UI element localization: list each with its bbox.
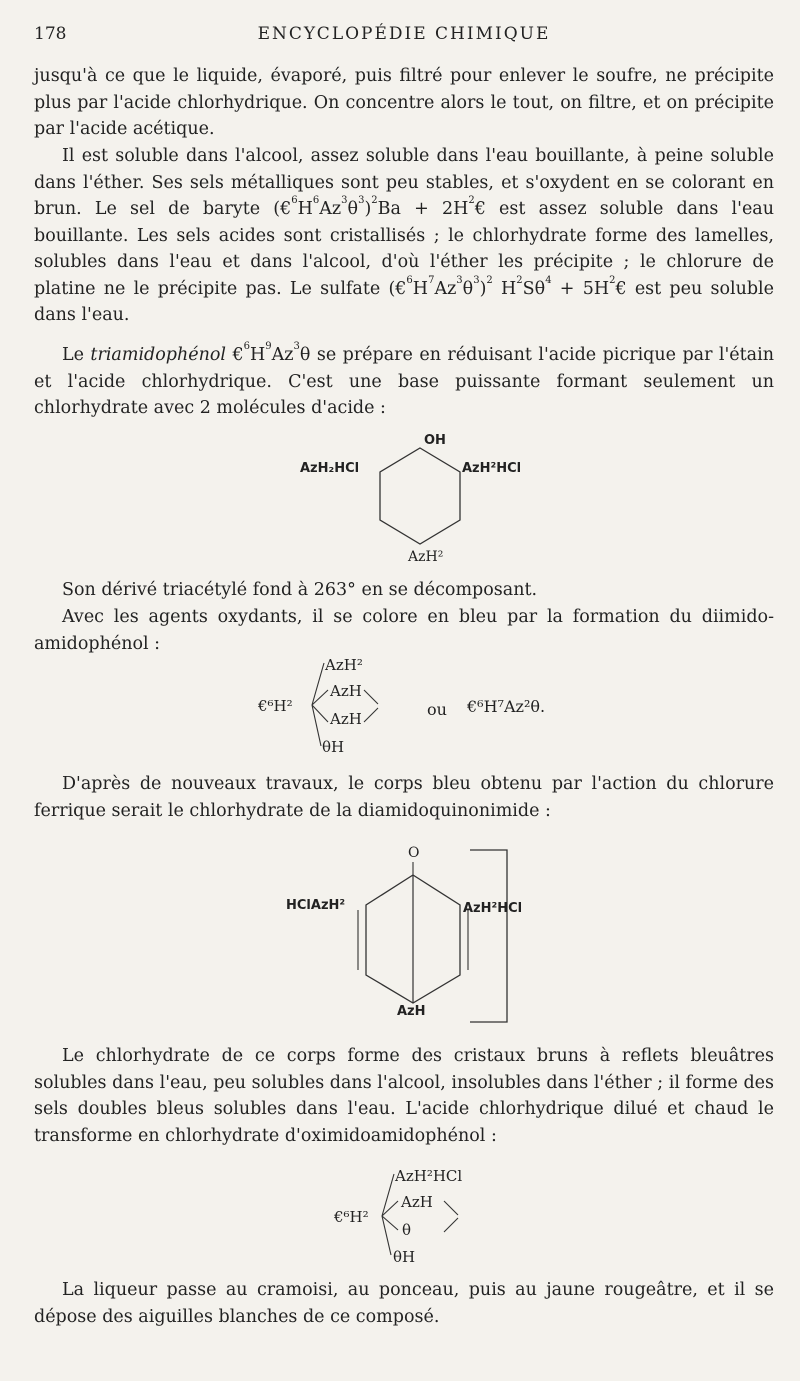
formula4-base: €⁶H² — [334, 1208, 369, 1226]
formula2-ou: ou — [427, 700, 447, 719]
paragraph-5: Avec les agents oxydants, il se colore en bleu par la formation du diimido-amidophénol : — [34, 607, 774, 654]
ring3-top-label: O — [408, 845, 420, 861]
formula2-group-3: AzH — [330, 710, 362, 728]
page-number: 178 — [34, 24, 67, 44]
paragraph-4: Son dérivé triacétylé fond à 263° en se décomposant. — [62, 580, 538, 600]
paragraph-1: jusqu'à ce que le liquide, évaporé, puis filtré pour enlever le soufre, ne précipite plus par l'acide chlorhydrique. On concentre alors le tout, on filtre, et on précipite par l'acide acétique. — [34, 66, 774, 139]
paragraph-8: La liqueur passe au cramoisi, au ponceau, puis au jaune rougeâtre, et il se dépose des aiguilles blanches de ce composé. — [34, 1280, 774, 1327]
formula2-group-4: θH — [322, 738, 345, 756]
paragraph-7: Le chlorhydrate de ce corps forme des cristaux bruns à reflets bleuâtres solubles dans l'eau, peu solubles dans l'alcool, insolubles dans l'éther ; il forme des sels doubles bleus solubles dans l'eau. L'acide chlorhydrique dilué et chaud le transforme en chlorhydrate d'oximidoamidophénol : — [34, 1046, 774, 1146]
paragraph-3: Le triamidophénol $€^6H^9Az^3\theta$ se prépare en réduisant l'acide picrique par l'étain et l'acide chlorhydrique. C'est une base puissante formant seulement un chlorhydrate avec 2 molécules d'acide : — [34, 341, 774, 418]
ring3-left-label: HClAzH² — [286, 898, 346, 913]
formula2-alternative: €⁶H⁷Az²θ. — [467, 697, 546, 716]
ring1-left-label: AzH₂HCl — [300, 461, 360, 476]
ring3-right-label: AzH²HCl — [463, 901, 523, 916]
paragraph-2: Il est soluble dans l'alcool, assez soluble dans l'eau bouillante, à peine soluble dans l'éther. Ses sels métalliques sont peu stables, et s'oxydent en se colorant en brun. Le sel de baryte $(€^6H^6Az^3\theta^3)^2Ba$ + $2H^2€$ est assez soluble dans l'eau bouillante. Les sels acides sont cristallisés ; le chlorhydrate forme des lamelles, solubles dans l'eau et dans l'alcool, d'où l'éther les précipite ; le chlorure de platine ne le précipite pas. Le sulfate $(€^6H^7Az^3\theta^3)^2$ $H^2S\theta^4$ + $5H^2€$ est peu soluble dans l'eau. — [34, 146, 775, 325]
paragraph-6: D'après de nouveaux travaux, le corps bleu obtenu par l'action du chlorure ferrique serait le chlorhydrate de la diamidoquinonimide : — [34, 774, 774, 821]
formula4-group-3: θ — [402, 1221, 412, 1239]
formula4-group-1: AzH²HCl — [395, 1167, 463, 1185]
formula2-base: €⁶H² — [258, 697, 293, 715]
ring1-top-label: OH — [424, 433, 446, 448]
ring1-bottom-label: AzH² — [408, 549, 444, 565]
running-title: ENCYCLOPÉDIE CHIMIQUE — [257, 24, 551, 44]
ring1-right-label: AzH²HCl — [462, 461, 522, 476]
formula2-group-2: AzH — [330, 682, 362, 700]
formula2-group-1: AzH² — [325, 656, 363, 674]
formula4-group-2: AzH — [401, 1193, 433, 1211]
formula4-group-4: θH — [393, 1248, 416, 1266]
ring3-bottom-label: AzH — [397, 1004, 426, 1019]
